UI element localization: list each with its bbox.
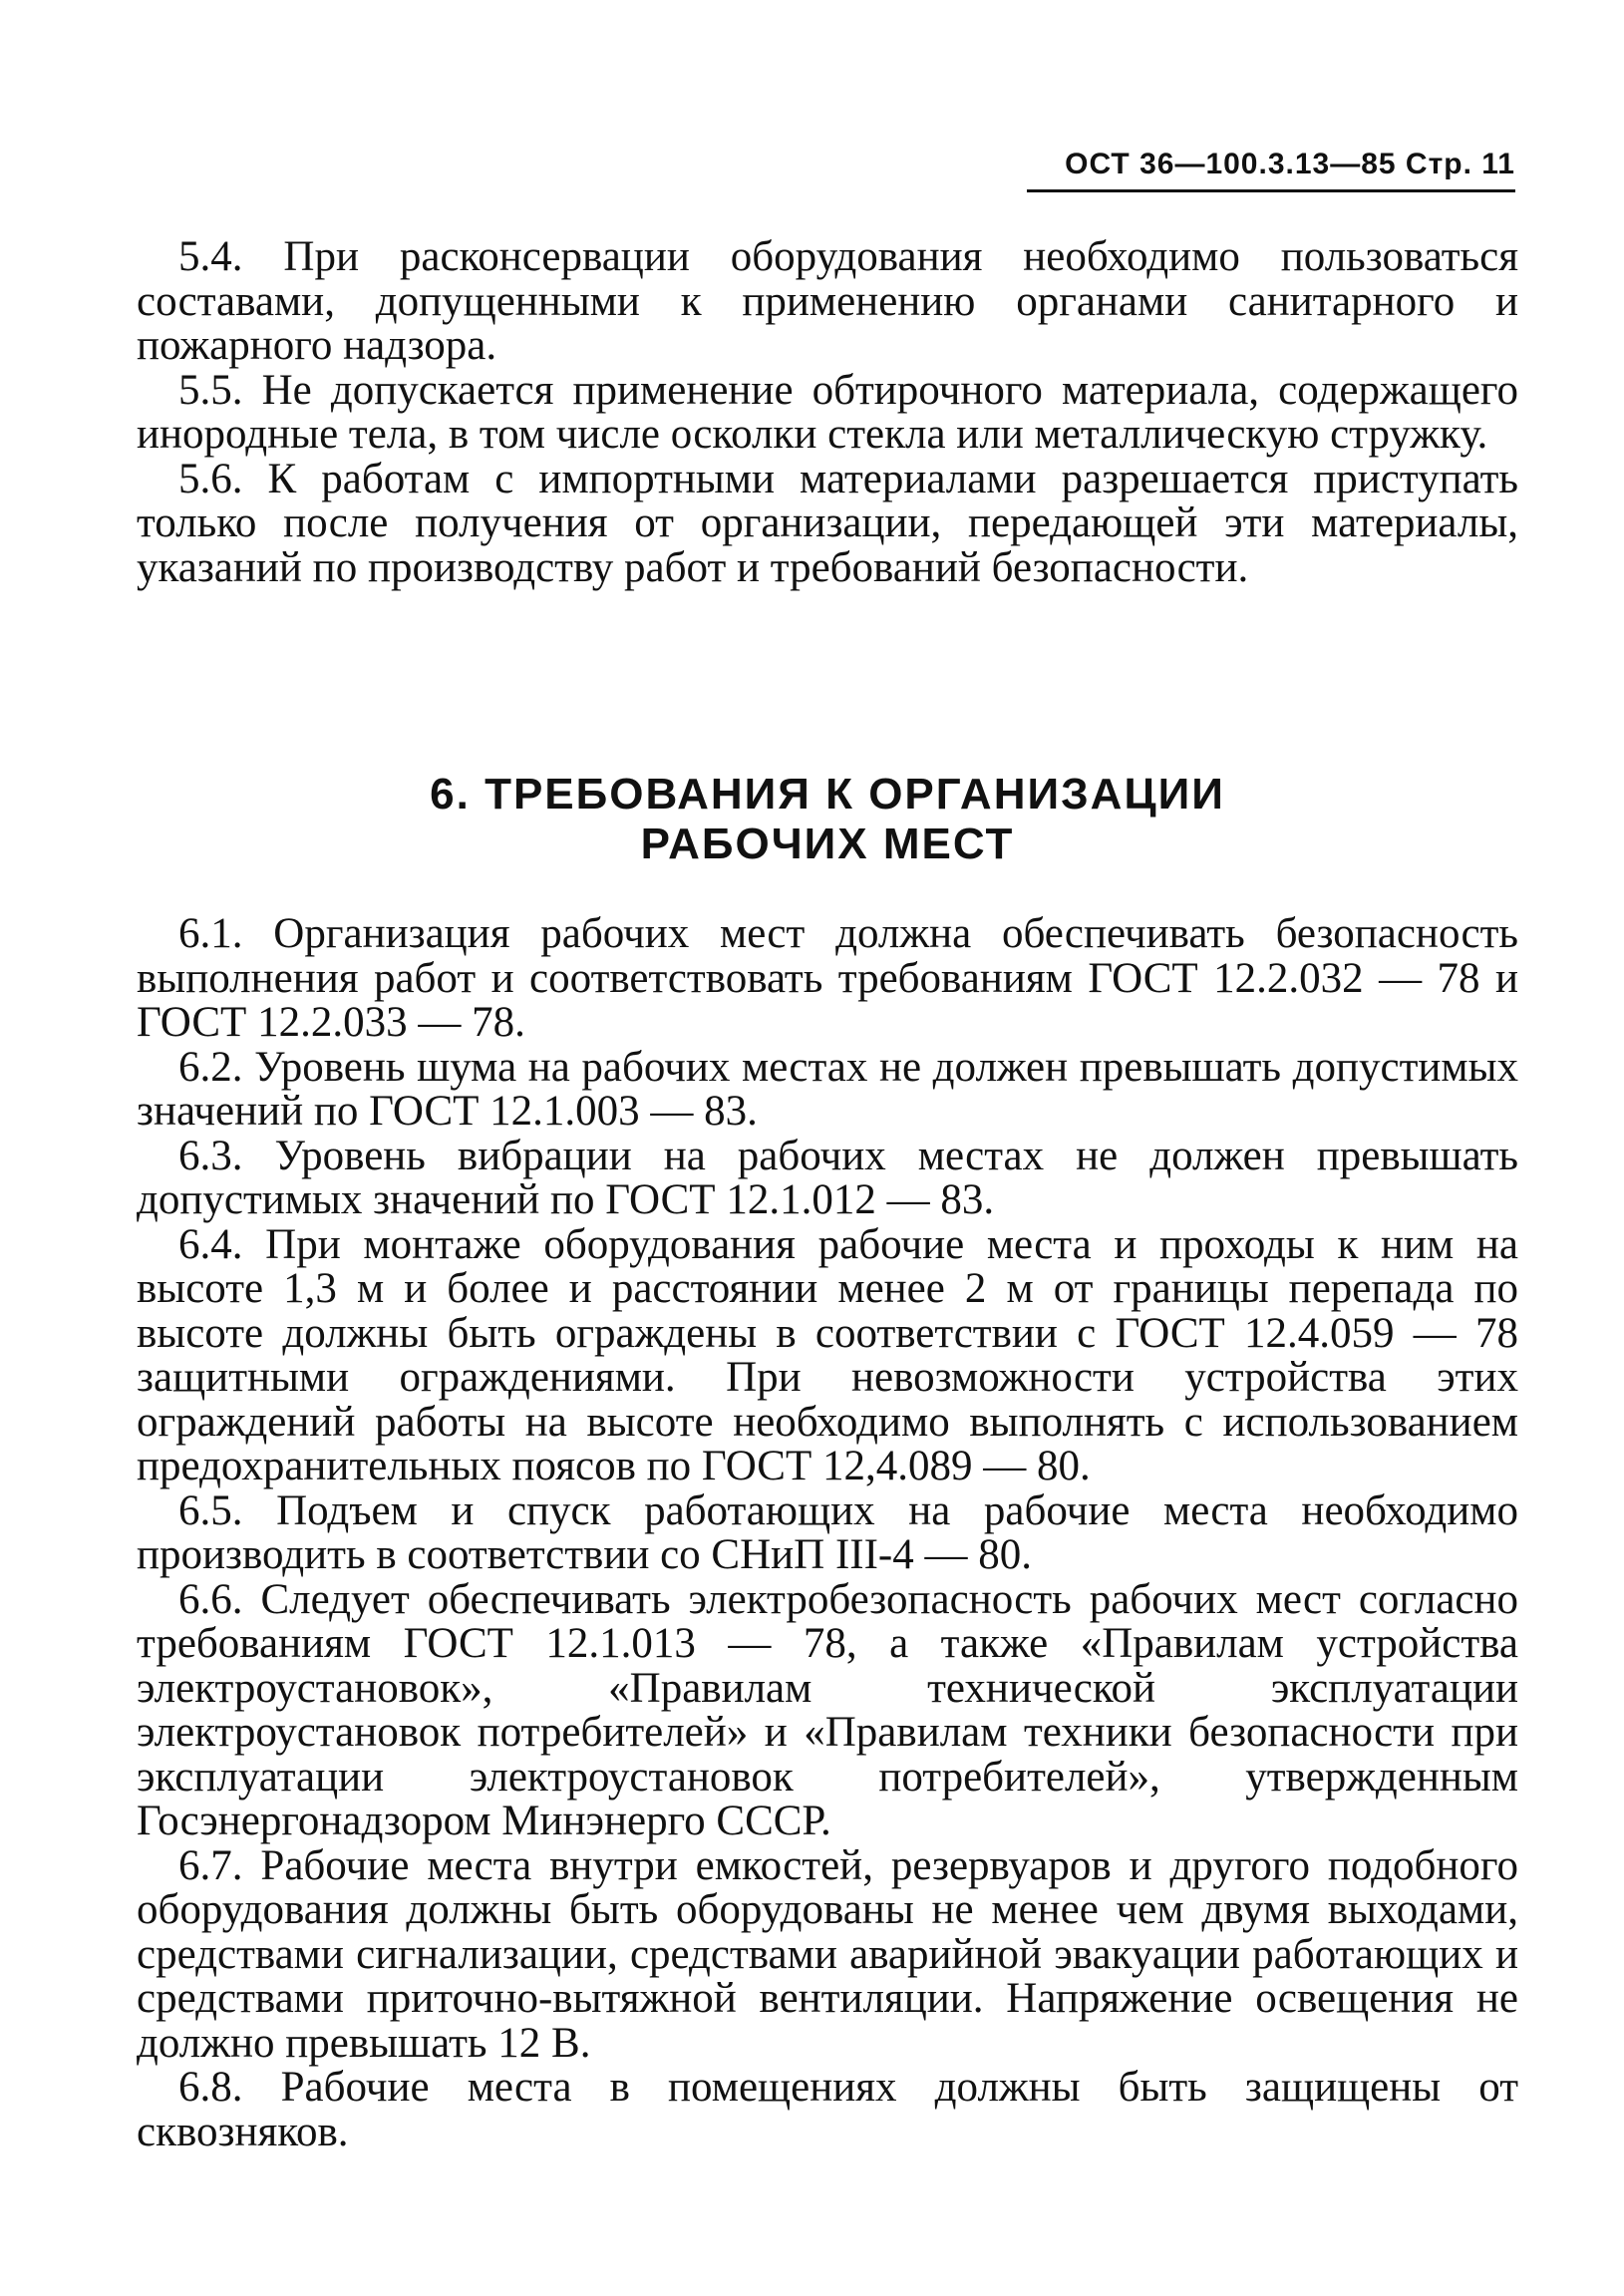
paragraph-6-1: 6.1. Организация рабочих мест должна обеспечивать безопасность выполнения работ и соответствовать требованиям ГОСТ 12.2.032 — 78 и ГОСТ 12.2.033 — 78. <box>137 910 1518 1046</box>
paragraph-6-8: 6.8. Рабочие места в помещениях должны быть защищены от сквозняков. <box>137 2064 1518 2155</box>
section-6-heading-line-1: 6. ТРЕБОВАНИЯ К ОРГАНИЗАЦИИ <box>430 770 1225 819</box>
section-6-heading <box>137 770 1518 869</box>
paragraph-6-7: 6.7. Рабочие места внутри емкостей, резервуаров и другого подобного оборудования должны быть оборудованы не менее чем двумя выходами, средствами сигнализации, средствами аварийной эвакуации работающих и средствами приточно-вытяжной вентиляции. Напряжение освещения не должно превышать 12 В. <box>137 1841 1518 2067</box>
paragraph-6-2: 6.2. Уровень шума на рабочих местах не должен превышать допустимых значений по ГОСТ 12.1.003 — 83. <box>137 1043 1518 1135</box>
running-header: ОСТ 36—100.3.13—85 Стр. 11 <box>1027 148 1515 192</box>
paragraph-5-6: 5.6. К работам с импортными материалами разрешается приступать только после получения от организации, передающей эти материалы, указаний по производству работ и требований безопасности. <box>137 455 1518 591</box>
paragraph-6-3: 6.3. Уровень вибрации на рабочих местах не должен превышать допустимых значений по ГОСТ 12.1.012 — 83. <box>137 1132 1518 1223</box>
section-6-heading-line-2: РАБОЧИХ МЕСТ <box>640 820 1015 868</box>
paragraph-5-5: 5.5. Не допускается применение обтирочного материала, содержащего инородные тела, в том числе осколки стекла или металлическую стружку. <box>137 366 1518 458</box>
section-6-text <box>137 912 1518 2154</box>
paragraph-6-5: 6.5. Подъем и спуск работающих на рабочие места необходимо производить в соответствии со СНиП III-4 — 80. <box>137 1486 1518 1578</box>
paragraph-6-6: 6.6. Следует обеспечивать электробезопасность рабочих мест согласно требованиям ГОСТ 12.1.013 — 78, а также «Правилам устройства электроустановок», «Правилам технической эксплуатации электроустановок потребителей» и «Правилам техники безопасности при эксплуатации электроустановок потребителей», утвержденным Госэнергонадзором Минэнерго СССР. <box>137 1575 1518 1844</box>
paragraph-5-4: 5.4. При расконсервации оборудования необходимо пользоваться составами, допущенными к применению органами санитарного и пожарного надзора. <box>137 233 1518 369</box>
paragraph-6-4: 6.4. При монтаже оборудования рабочие места и проходы к ним на высоте 1,3 м и более и расстоянии менее 2 м от границы перепада по высоте должны быть ограждены в соответствии с ГОСТ 12.4.059 — 78 защитными ограждениями. При невозможности устройства этих ограждений работы на высоте необходимо выполнять с использованием предохранительных поясов по ГОСТ 12,4.089 — 80. <box>137 1220 1518 1489</box>
section-5-text <box>137 235 1518 590</box>
